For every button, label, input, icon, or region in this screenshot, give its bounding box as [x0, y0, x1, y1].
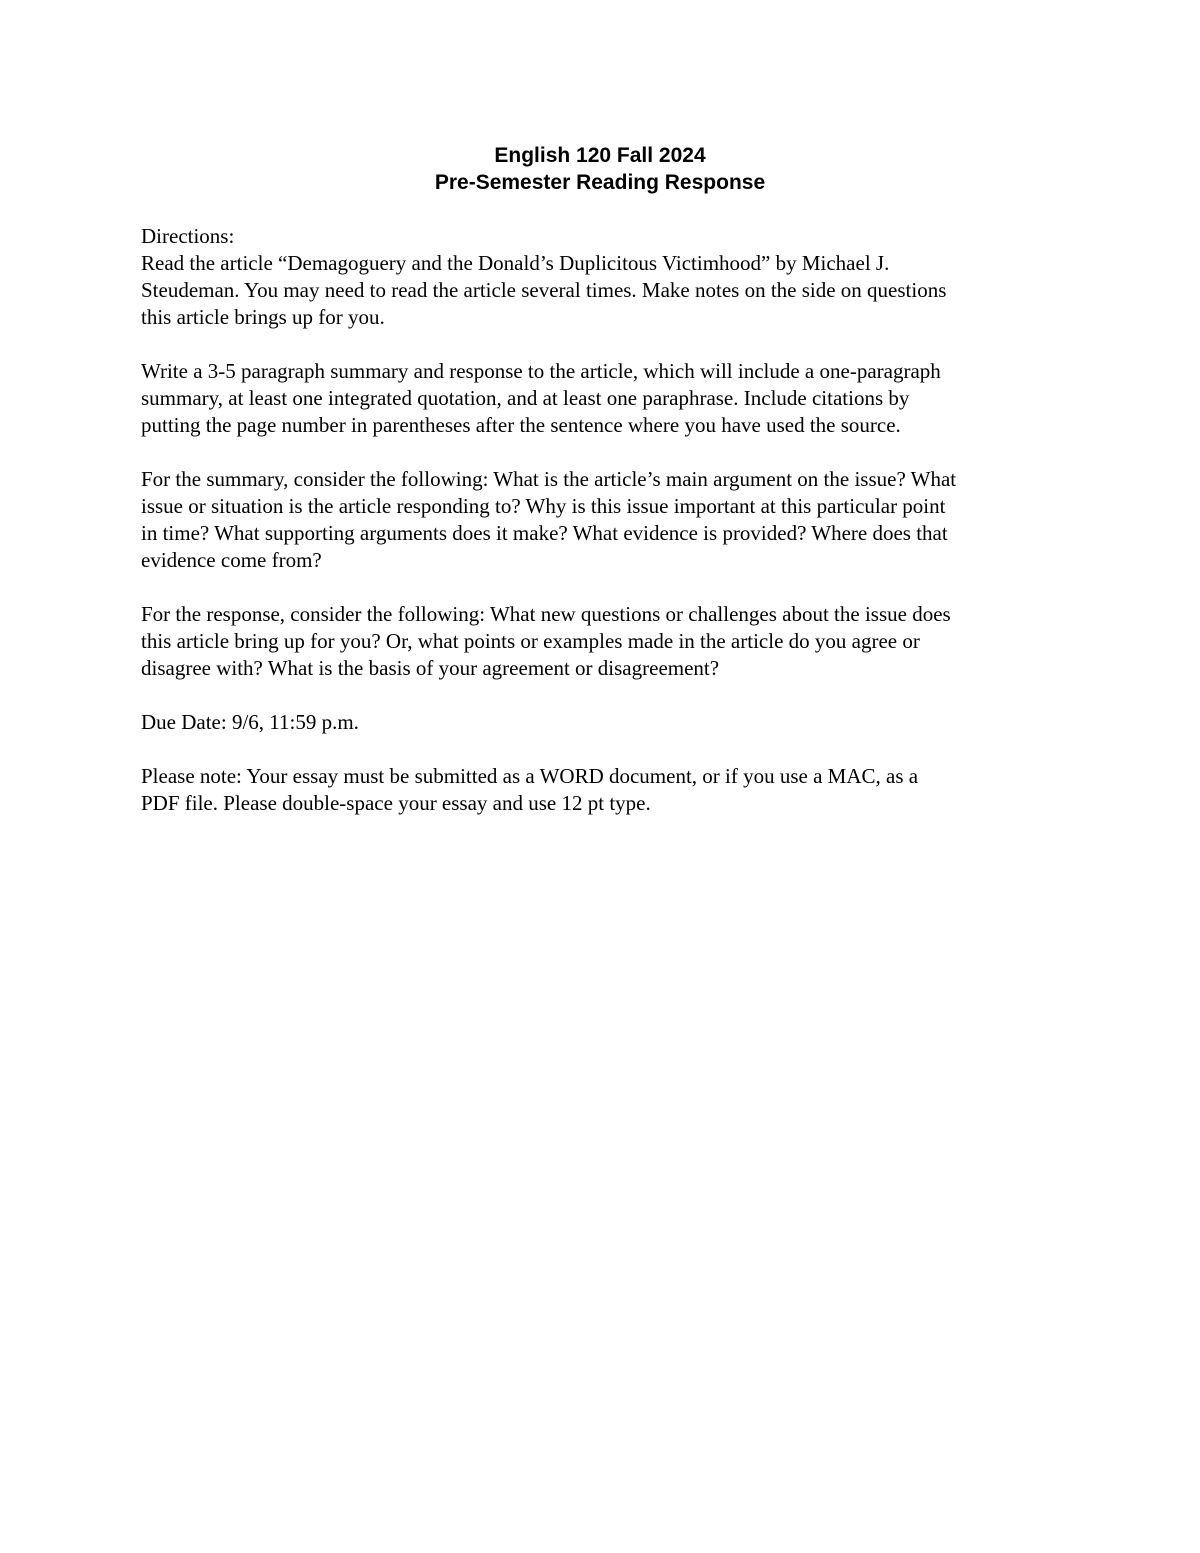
directions-line: Read the article “Demagoguery and the Donald’s Duplicitous Victimhood” by Michael J.: [141, 251, 890, 275]
submission-note-line: Please note: Your essay must be submitted as a WORD document, or if you use a MAC, as a: [141, 764, 919, 788]
paragraph-spacer: [141, 331, 1081, 358]
paragraph-spacer: [141, 574, 1081, 601]
due-date-paragraph: [141, 709, 1081, 736]
response-prompt-line: disagree with? What is the basis of your agreement or disagreement?: [141, 656, 720, 680]
paragraph-spacer: [141, 439, 1081, 466]
directions-paragraph: [141, 223, 1081, 331]
paragraph-spacer: [141, 682, 1081, 709]
response-prompt-line: For the response, consider the following: What new questions or challenges about the issue does: [141, 602, 951, 626]
assignment-title: Pre-Semester Reading Response: [434, 171, 766, 194]
assignment-line: putting the page number in parentheses after the sentence where you have used the source.: [141, 413, 901, 437]
assignment-line: Write a 3-5 paragraph summary and response to the article, which will include a one-paragraph: [141, 359, 941, 383]
due-date: Due Date: 9/6, 11:59 p.m.: [141, 710, 359, 734]
response-prompt-paragraph: [141, 601, 1081, 682]
submission-note-line: PDF file. Please double-space your essay and use 12 pt type.: [141, 791, 651, 815]
directions-line: this article brings up for you.: [141, 305, 385, 329]
assignment-paragraph: [141, 358, 1081, 439]
document-body: [141, 223, 1081, 817]
submission-note-paragraph: [141, 763, 1081, 817]
document-title-block: [0, 142, 1200, 196]
summary-prompt-line: issue or situation is the article responding to? Why is this issue important at this particular point: [141, 494, 946, 518]
course-title: English 120 Fall 2024: [494, 144, 706, 167]
summary-prompt-line: in time? What supporting arguments does it make? What evidence is provided? Where does that: [141, 521, 948, 545]
response-prompt-line: this article bring up for you? Or, what points or examples made in the article do you agree or: [141, 629, 920, 653]
summary-prompt-line: evidence come from?: [141, 548, 322, 572]
directions-line: Steudeman. You may need to read the article several times. Make notes on the side on questions: [141, 278, 947, 302]
summary-prompt-paragraph: [141, 466, 1081, 574]
directions-label: Directions:: [141, 224, 235, 248]
summary-prompt-line: For the summary, consider the following: What is the article’s main argument on the issue? What: [141, 467, 957, 491]
paragraph-spacer: [141, 736, 1081, 763]
assignment-line: summary, at least one integrated quotation, and at least one paraphrase. Include citations by: [141, 386, 910, 410]
